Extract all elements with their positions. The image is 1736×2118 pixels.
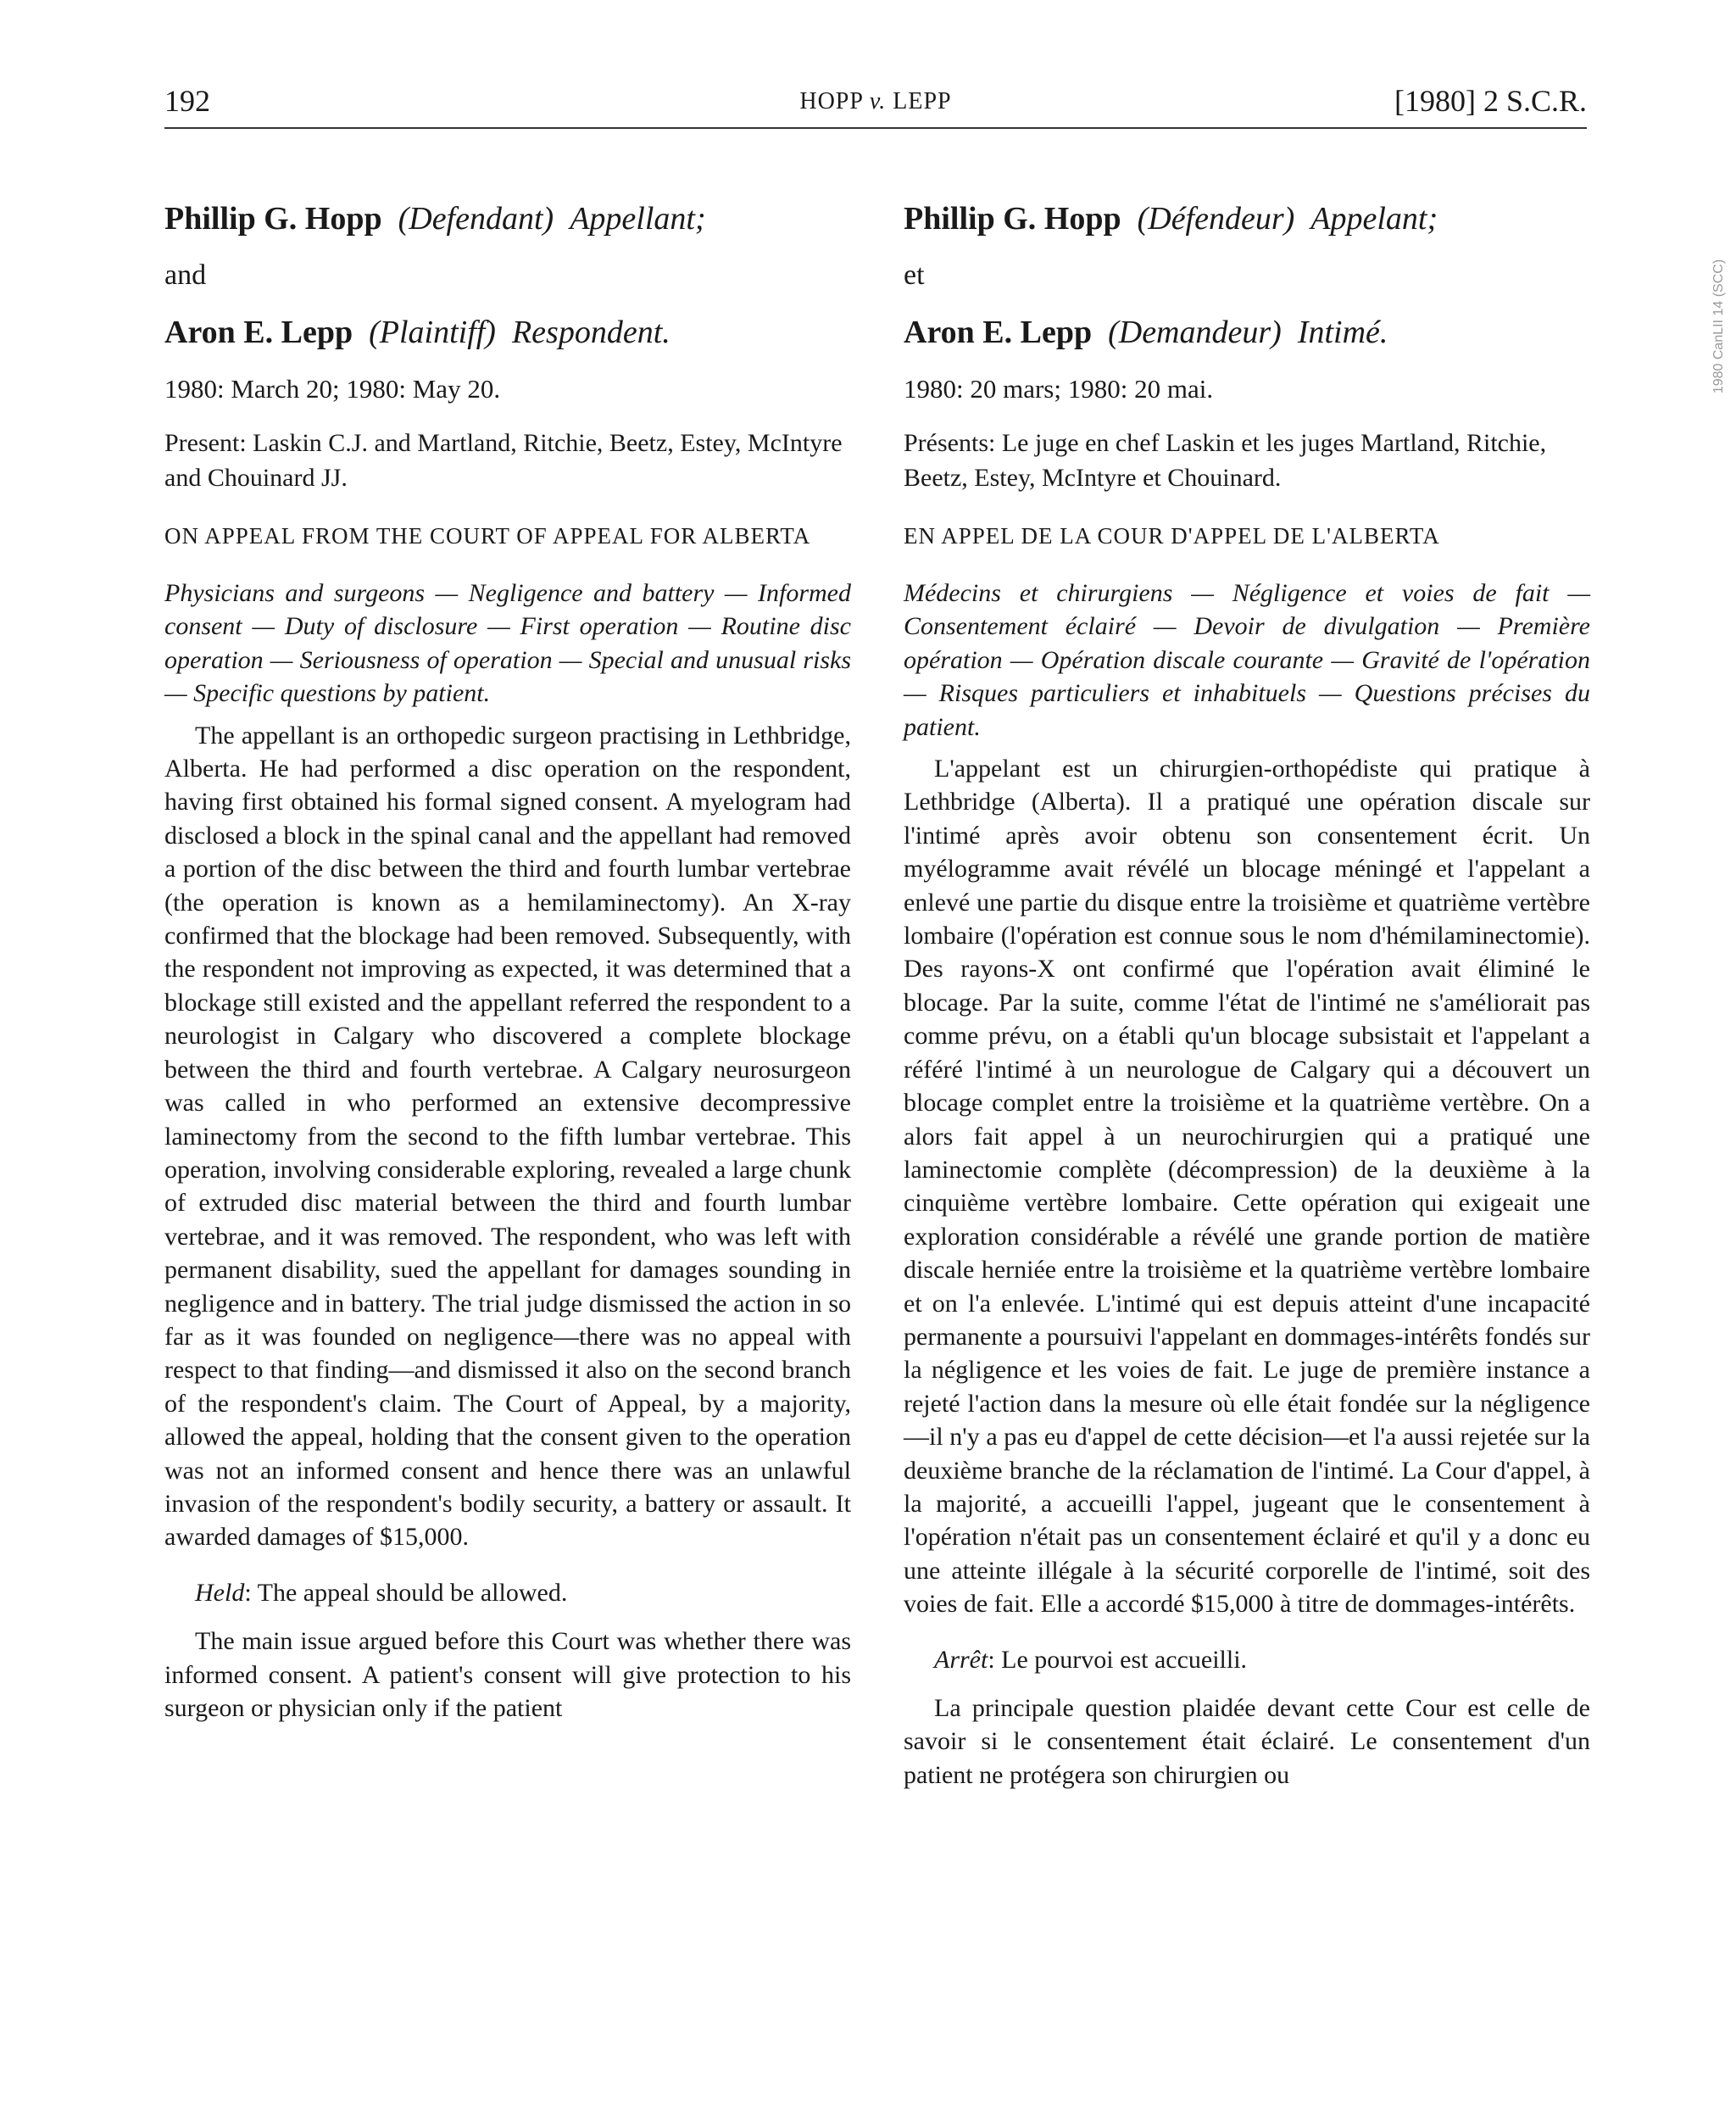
running-head [164,88,1587,115]
sidebar-citation-text: 1980 CanLII 14 (SCC) [1711,259,1726,394]
report-citation: [1980] 2 S.C.R. [1394,84,1587,118]
respondent-role: (Plaintiff) [369,315,496,350]
headnote-summary-fr: L'appelant est un chirurgien-orthopédiste qui pratique à Lethbridge (Alberta). Il a pratiqué une opération discale sur l'intimé après avoir obtenu son consentement écrit. Un myélogramme avait révélé un blocage méningé et l'appelant a enlevé une partie du disque entre la troisième et quatrième vertèbre lombaire (l'opération est connue sous le nom d'hémilaminectomie). Des rayons-X ont confirmé que l'opération avait éliminé le blocage. Par la suite, comme l'état de l'intimé ne s'améliorait pas comme prévu, on a établi qu'un blocage subsistait et l'appelant a référé l'intimé à un neurologue de Calgary qui a découvert un blocage complet entre la troisième et la quatrième vertèbre. On a alors fait appel à un neurochirurgien qui a pratiqué une laminectomie complète (décompression) de la deuxième à la cinquième vertèbre lombaire. Cette opération qui exigeait une exploration considérable a révélé une grande portion de matière discale herniée entre la troisième et la quatrième vertèbre lombaire et on l'a enlevée. L'intimé qui est depuis atteint d'une incapacité permanente a poursuivi l'appelant en dommages-intérêts fondés sur la négligence et les voies de fait. Le juge de première instance a rejeté l'action dans la mesure où elle était fondée sur la négligence—il n'y a pas eu d'appel de cette décision—et l'a aussi rejetée sur la deuxième branche de la réclamation de l'intimé. La Cour d'appel, à la majorité, a accueilli l'appel, jugeant que le consentement à l'opération n'était pas un consentement éclairé et qu'il y a donc eu une atteinte illégale à la sécurité corporelle de l'intimé, soit des voies de fait. Elle a accordé $15,000 à titre de dommages-intérêts. [904,755,1590,1619]
catchwords: Physicians and surgeons — Negligence and battery — Informed consent — Duty of disclosure — First operation — Routine disc operation — Seriousness of operation — Special and unusual risks — Specific questions by patient. [164,579,851,708]
appellant-status: Appellant; [570,201,706,237]
respondent-role-fr: (Demandeur) [1108,315,1282,350]
respondent-status: Respondent. [511,315,670,350]
page-header [164,83,1587,125]
held-label: Held [195,1578,245,1607]
appellant-role-fr: (Défendeur) [1137,201,1295,237]
headnote-summary: The appellant is an orthopedic surgeon practising in Lethbridge, Alberta. He had performed a disc operation on the respondent, having first obtained his formal signed consent. A myelogram had disclosed a block in the spinal canal and the appellant had removed a portion of the disc between the third and fourth lumbar vertebrae (the operation is known as a hemilaminectomy). An X-ray confirmed that the blockage had been removed. Subsequently, with the respondent not improving as expected, it was determined that a blockage still existed and the appellant referred the respondent to a neurologist in Calgary who discovered a complete blockage between the third and fourth vertebrae. A Calgary neurosurgeon was called in who performed an extensive decompressive laminectomy from the second to the fifth lumbar vertebrae. This operation, involving considerable exploring, revealed a large chunk of extruded disc material between the third and fourth lumbar vertebrae, and it was removed. The respondent, who was left with permanent disability, sued the appellant for damages sounding in negligence and in battery. The trial judge dismissed the action in so far as it was founded on negligence—there was no appeal with respect to that finding—and dismissed it also on the second branch of the respondent's claim. The Court of Appeal, by a majority, allowed the appeal, holding that the consent given to the operation was not an informed consent and hence there was an unlawful invasion of the respondent's bodily security, a battery or assault. It awarded damages of $15,000. [164,721,851,1552]
case-name-suffix: LEPP [886,88,952,114]
respondent-line [164,307,851,358]
hearing-dates: 1980: March 20; 1980: May 20. [164,374,501,404]
held [164,1576,851,1609]
respondent-name: Aron E. Lepp [164,315,353,350]
main-issue-paragraph: The main issue argued before this Court was whether there was informed consent. A patient's consent will give protection to his surgeon or physician only if the patient [164,1627,851,1722]
appellant-name-fr: Phillip G. Hopp [904,201,1121,237]
conjunction: and [164,259,207,291]
appeal-from-fr: EN APPEL DE LA COUR D'APPEL DE L'ALBERTA [904,523,1440,549]
case-name-v: v. [869,88,887,114]
held-fr [904,1643,1590,1676]
conjunction-fr: et [904,259,925,291]
respondent-name-fr: Aron E. Lepp [904,315,1093,350]
sidebar-citation [1709,246,1729,407]
held-text-fr: : Le pourvoi est accueilli. [988,1645,1248,1674]
judges-present-fr: Présents: Le juge en chef Laskin et les juges Martland, Ritchie, Beetz, Estey, McIntyre et Chouinard. [904,429,1547,492]
appellant-line [164,193,851,244]
held-label-fr: Arrêt [934,1645,988,1674]
appellant-name: Phillip G. Hopp [164,201,382,237]
respondent-status-fr: Intimé. [1297,315,1388,350]
appellant-role: (Defendant) [398,201,554,237]
appellant-line-fr [904,193,1590,244]
main-issue-paragraph-fr: La principale question plaidée devant cette Cour est celle de savoir si le consentement était éclairé. Le consentement d'un patient ne protégera son chirurgien ou [904,1694,1590,1789]
appeal-from: ON APPEAL FROM THE COURT OF APPEAL FOR ALBERTA [164,523,811,549]
case-name-prefix: HOPP [799,88,870,114]
french-column [904,193,1590,1792]
judges-present: Present: Laskin C.J. and Martland, Ritchie, Beetz, Estey, McIntyre and Chouinard JJ. [164,429,843,492]
held-text: : The appeal should be allowed. [244,1578,568,1607]
header-rule [164,127,1587,129]
page-number: 192 [164,84,210,118]
catchwords-fr: Médecins et chirurgiens — Négligence et voies de fait — Consentement éclairé — Devoir de divulgation — Première opération — Opération discale courante — Gravité de l'opération — Risques particuliers et inhabituels — Questions précises du patient. [904,579,1590,741]
respondent-line-fr [904,307,1590,358]
english-column [164,193,851,1725]
hearing-dates-fr: 1980: 20 mars; 1980: 20 mai. [904,374,1214,404]
appellant-status-fr: Appelant; [1310,201,1438,237]
